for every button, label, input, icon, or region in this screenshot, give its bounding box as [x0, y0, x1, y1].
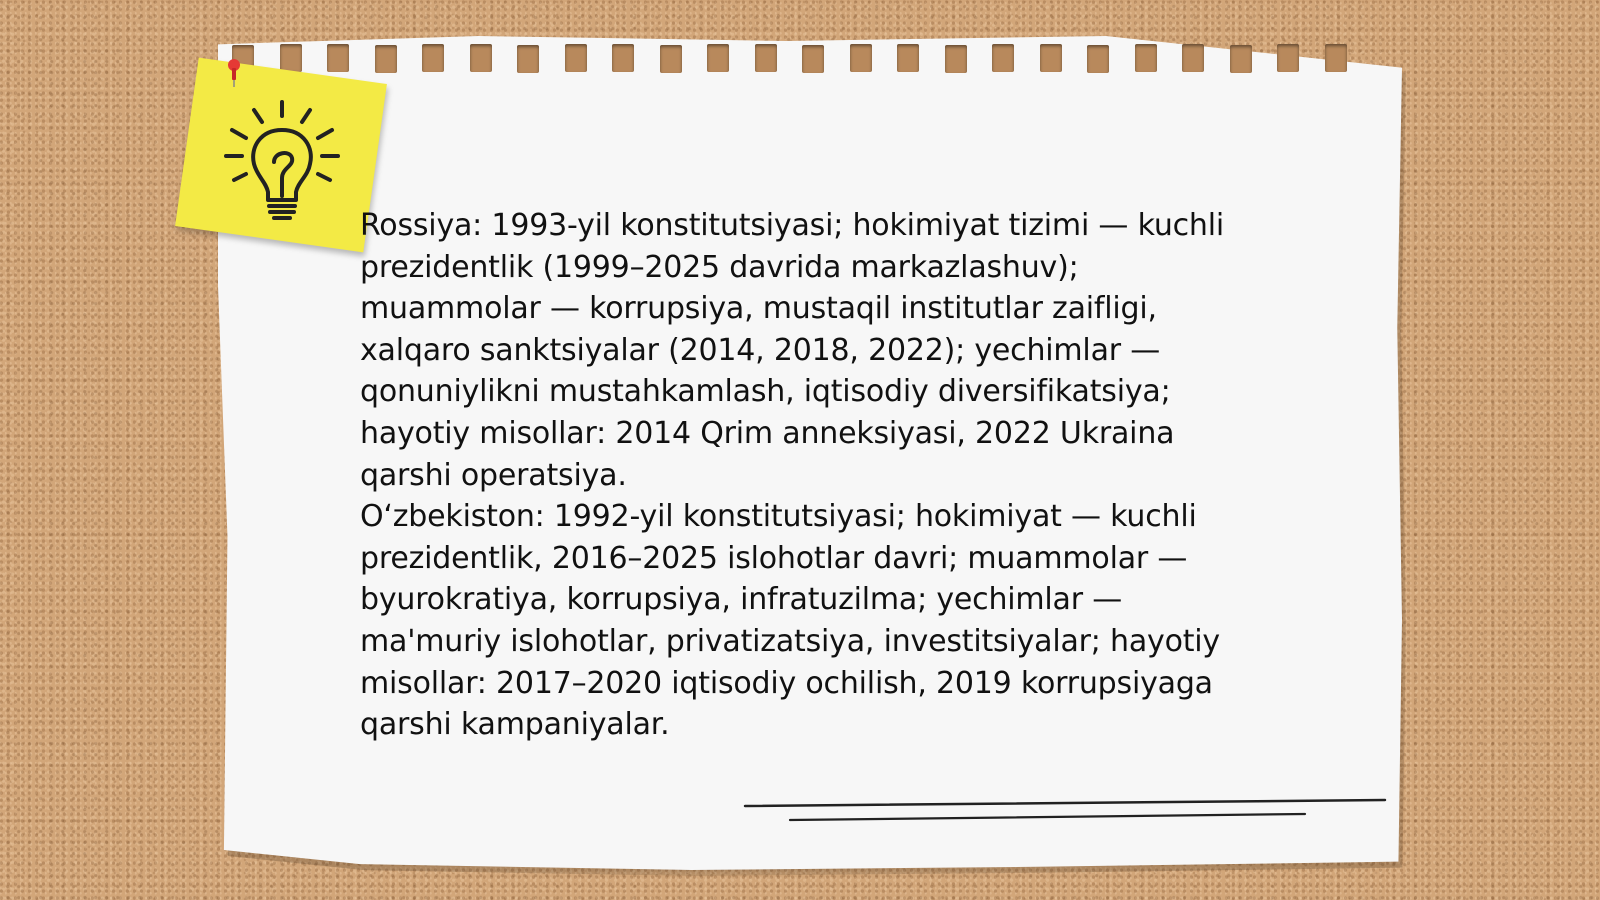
binder-hole — [992, 44, 1014, 72]
binder-hole — [517, 45, 539, 73]
binder-holes — [232, 44, 1372, 76]
binder-hole — [1325, 44, 1347, 72]
binder-hole — [897, 44, 919, 72]
binder-hole — [280, 44, 302, 72]
binder-hole — [1182, 44, 1204, 72]
binder-hole — [1277, 44, 1299, 72]
binder-hole — [1135, 44, 1157, 72]
binder-hole — [1087, 45, 1109, 73]
binder-hole — [565, 44, 587, 72]
binder-hole — [850, 44, 872, 72]
underline-decoration — [740, 796, 1390, 836]
binder-hole — [327, 44, 349, 72]
pushpin-icon — [225, 58, 243, 88]
binder-hole — [470, 44, 492, 72]
binder-hole — [375, 45, 397, 73]
binder-hole — [945, 45, 967, 73]
binder-hole — [1230, 45, 1252, 73]
binder-hole — [660, 45, 682, 73]
note-body-text — [360, 205, 1260, 746]
binder-hole — [802, 45, 824, 73]
lightbulb-icon — [220, 92, 350, 232]
binder-hole — [755, 44, 777, 72]
binder-hole — [422, 44, 444, 72]
binder-hole — [1040, 44, 1062, 72]
note-paragraph-russia: Rossiya: 1993-yil konstitutsiyasi; hokimiyat tizimi — kuchli prezidentlik (1999–2025 davrida markazlashuv); muammolar — korrupsiya, mustaqil institutlar zaifligi, xalqaro sanktsiyalar (2014, 2018, 2022); yechimlar — qonuniylikni mustahkamlash, iqtisodiy diversifikatsiya; hayotiy misollar: 2014 Qrim anneksiyasi, 2022 Ukraina qarshi operatsiya. — [360, 208, 1225, 493]
note-paragraph-uzbekistan: O‘zbekiston: 1992-yil konstitutsiyasi; hokimiyat — kuchli prezidentlik, 2016–2025 islohotlar davri; muammolar — byurokratiya, korrupsiya, infratuzilma; yechimlar — ma'muriy islohotlar, privatizatsiya, investitsiyalar; hayotiy misollar: 2017–2020 iqtisodiy ochilish, 2019 korrupsiyaga qarshi kampaniyalar. — [360, 499, 1220, 743]
binder-hole — [707, 44, 729, 72]
binder-hole — [612, 44, 634, 72]
